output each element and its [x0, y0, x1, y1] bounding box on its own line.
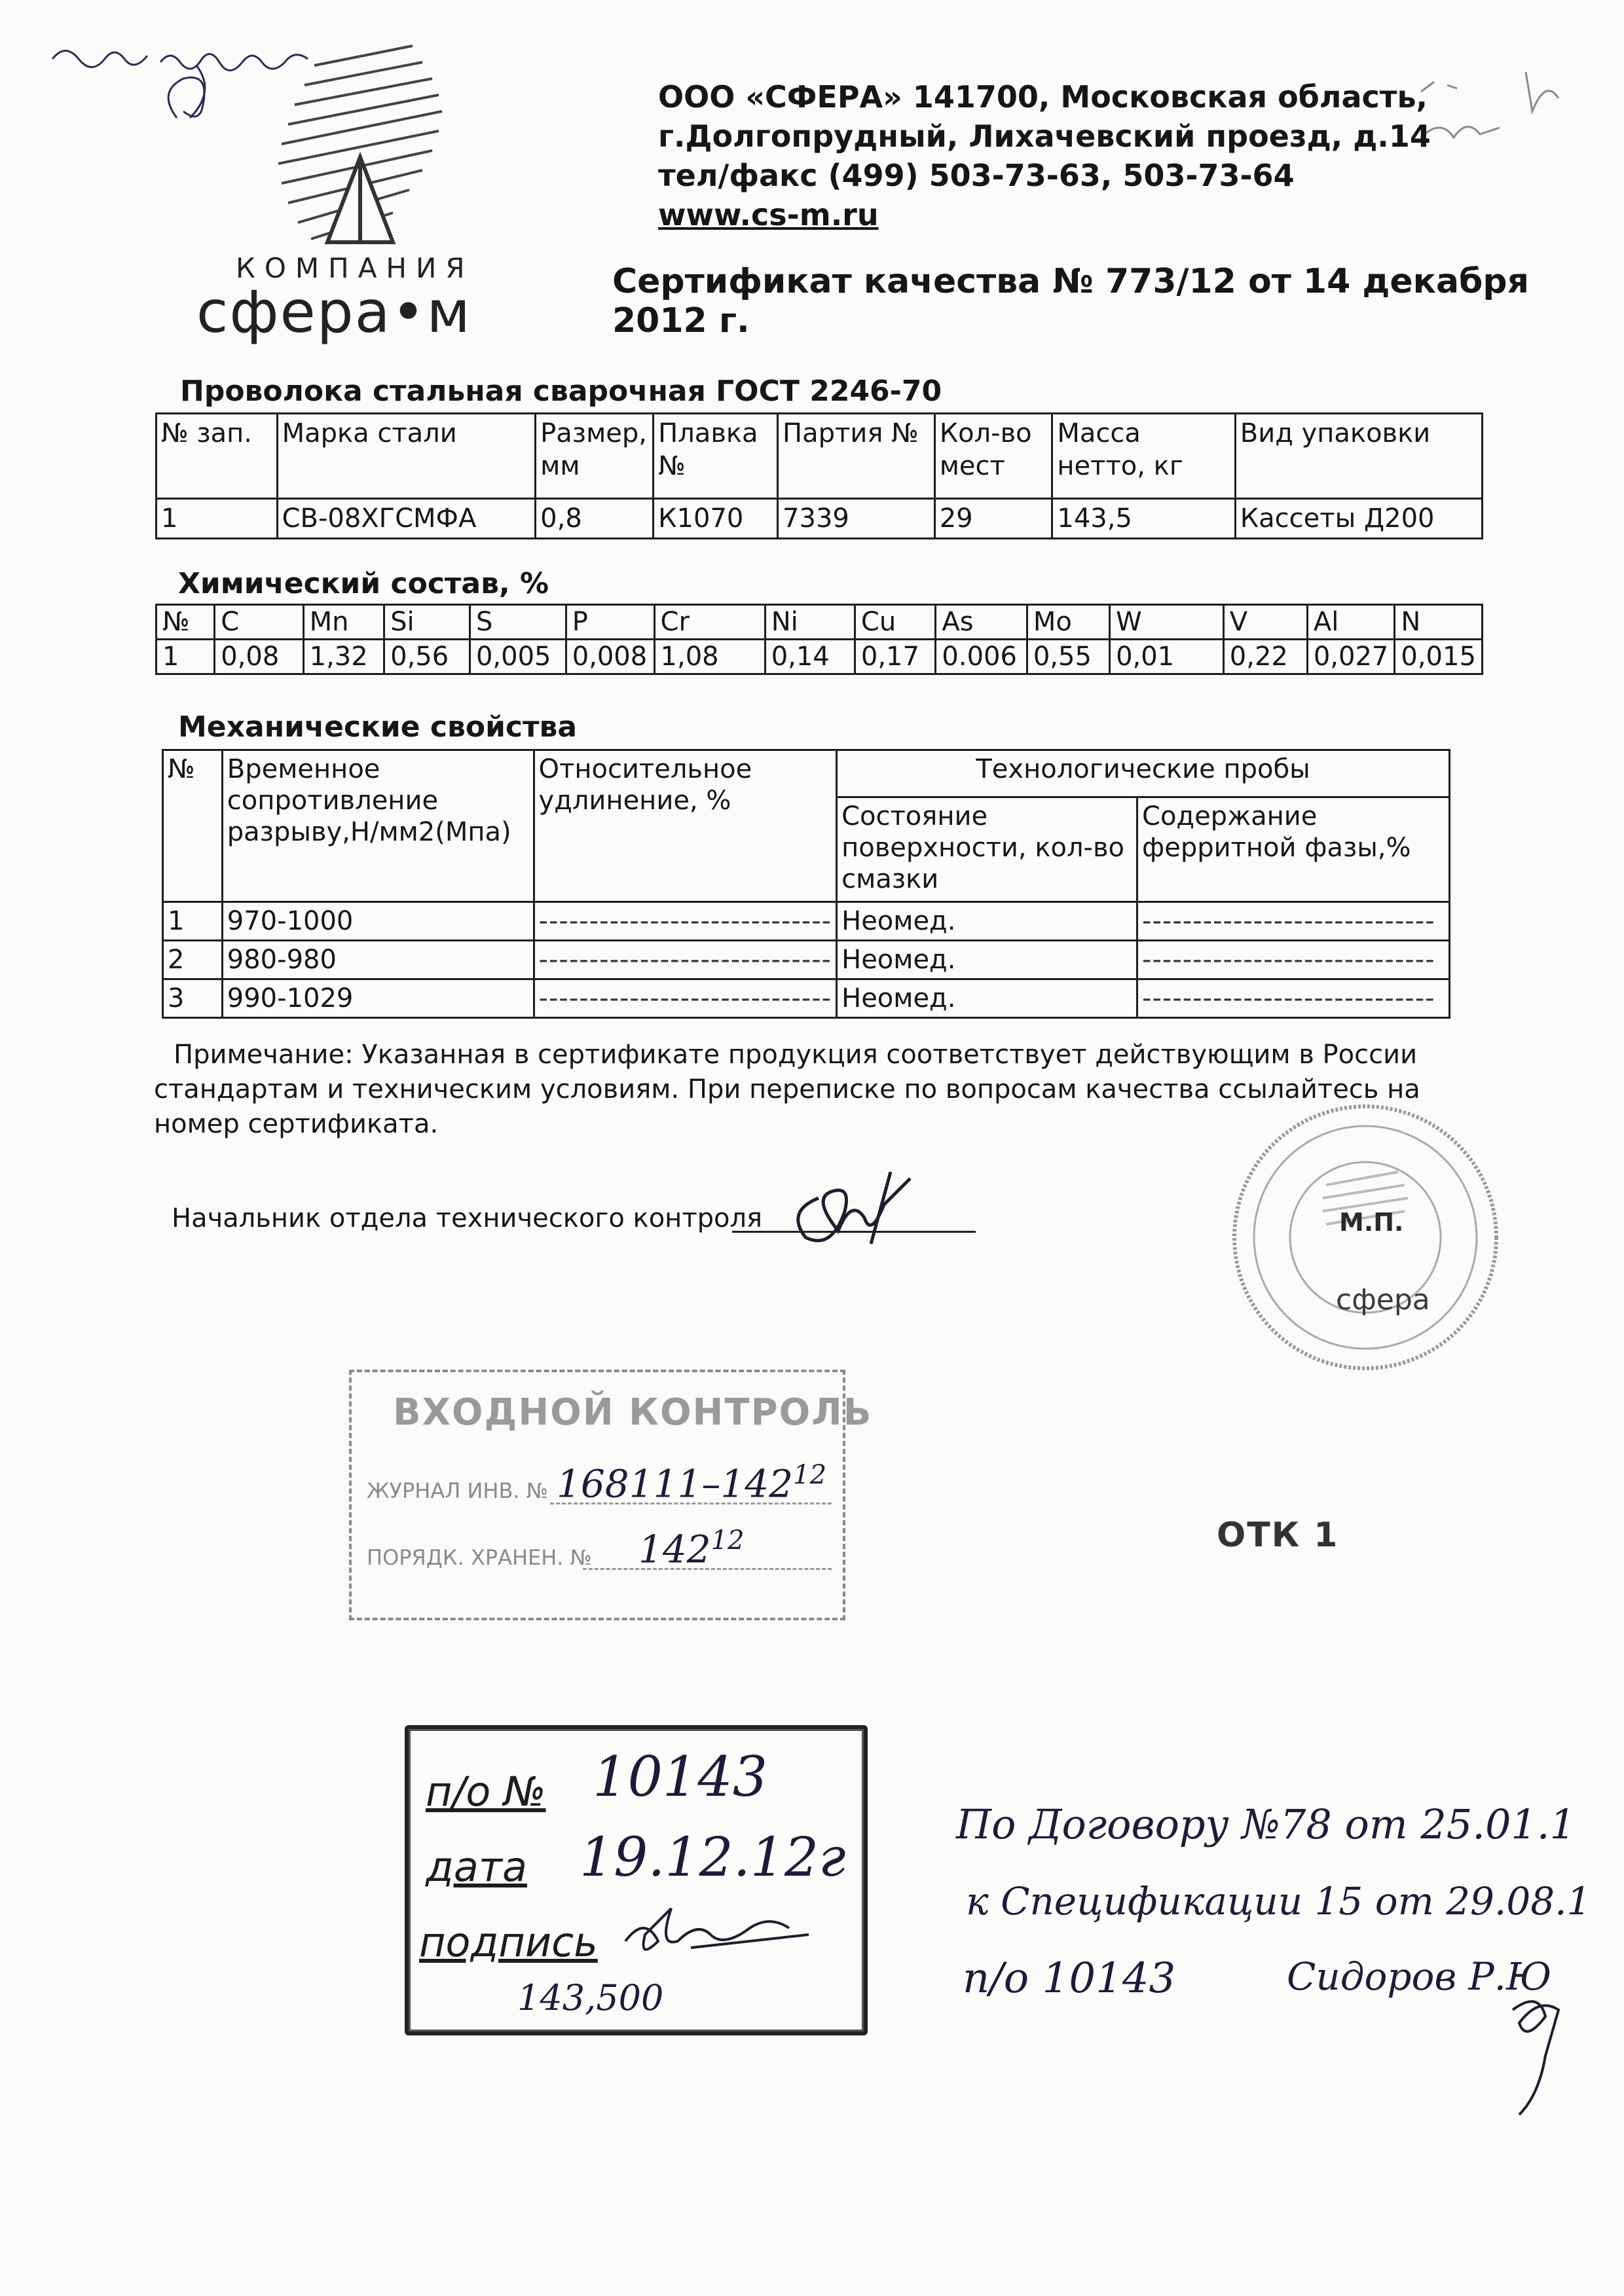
company-website-link[interactable]: www.cs-m.ru: [658, 197, 879, 232]
chemical-row: [157, 640, 1483, 674]
cell: 0.006: [936, 640, 1027, 674]
cell: 0,8: [536, 499, 654, 539]
cell: 143,5: [1052, 499, 1235, 539]
note-line: номер сертификата.: [154, 1109, 439, 1139]
cell: 0,008: [566, 640, 654, 674]
mechanical-row: [163, 941, 1450, 979]
header-cell: Плавка №: [654, 414, 778, 499]
cell: К1070: [654, 499, 778, 539]
mechanical-row: [163, 979, 1450, 1018]
company-seal-icon: [1228, 1100, 1503, 1375]
header-cell: S: [470, 605, 566, 640]
cell: 970-1000: [222, 902, 534, 941]
product-header-row: [157, 414, 1483, 499]
header-cell: P: [566, 605, 654, 640]
header-cell: №: [157, 605, 215, 640]
company-name-line: ООО «СФЕРА» 141700, Московская область,: [658, 79, 1428, 115]
cell: Неомед.: [837, 902, 1137, 941]
seal-mp-text: М.П.: [1339, 1208, 1404, 1237]
cell: 990-1029: [222, 979, 534, 1018]
receipt-signature-icon: [612, 1902, 828, 1980]
cell: 7339: [778, 499, 935, 539]
header-cell: Кол-во мест: [934, 414, 1052, 499]
chemical-table: [155, 604, 1483, 675]
storage-number: 142: [638, 1527, 711, 1572]
product-section-title: Проволока стальная сварочная ГОСТ 2246-70: [180, 374, 942, 408]
header-cell: V: [1223, 605, 1307, 640]
header-cell: Mo: [1027, 605, 1109, 640]
signature-label: Начальник отдела технического контроля: [172, 1203, 763, 1233]
cell: 980-980: [222, 941, 534, 979]
header-cell: Партия №: [778, 414, 935, 499]
cell: 0,01: [1110, 640, 1224, 674]
chemical-header-row: [157, 605, 1483, 640]
seal-brand-text: сфера: [1336, 1283, 1430, 1317]
header-cell: Вид упаковки: [1235, 414, 1482, 499]
header-cell: Марка стали: [277, 414, 536, 499]
header-cell: Mn: [303, 605, 384, 640]
certificate-title: Сертификат качества № 773/12 от 14 декабря 2012 г.: [612, 262, 1529, 340]
header-cell: № зап.: [157, 414, 278, 499]
header-cell: Технологические пробы: [837, 750, 1450, 797]
journal-label: ЖУРНАЛ ИНВ. №: [367, 1478, 549, 1503]
header-cell: Относительное удлинение, %: [534, 750, 837, 902]
sign-label: подпись: [419, 1918, 598, 1966]
cell: 0,17: [855, 640, 936, 674]
mass-value: 143,500: [517, 1977, 664, 2018]
mechanical-table: [162, 749, 1450, 1019]
note-line: Примечание: Указанная в сертификате продукция соответствует действующим в России: [174, 1040, 1418, 1070]
cell: 0,22: [1223, 640, 1307, 674]
logo-company-text: КОМПАНИЯ: [236, 252, 474, 284]
cell: Кассеты Д200: [1235, 499, 1482, 539]
cell: 2: [163, 941, 223, 979]
cell: 1: [157, 499, 278, 539]
storage-label: ПОРЯДК. ХРАНЕН. №: [367, 1545, 592, 1570]
header-cell: Si: [384, 605, 470, 640]
po-label: п/о №: [426, 1768, 546, 1815]
header-cell: Al: [1307, 605, 1395, 640]
cell: -----------------------------: [534, 941, 837, 979]
cell: 1: [163, 902, 223, 941]
incoming-control-title: ВХОДНОЙ КОНТРОЛЬ: [393, 1391, 873, 1434]
journal-number: 168111–142: [557, 1461, 794, 1506]
chemical-section-title: Химический состав, %: [178, 567, 549, 600]
company-address-line: г.Долгопрудный, Лихачевский проезд, д.14: [658, 118, 1431, 154]
cell: -----------------------------: [1137, 941, 1450, 979]
header-cell: W: [1110, 605, 1224, 640]
header-cell: N: [1395, 605, 1483, 640]
mechanical-row: [163, 902, 1450, 941]
header-cell: Ni: [765, 605, 855, 640]
mechanical-section-title: Механические свойства: [178, 710, 578, 744]
date-value: 19.12.12г: [580, 1827, 846, 1889]
cell: 0,015: [1395, 640, 1483, 674]
cell: Неомед.: [837, 941, 1137, 979]
storage-sup: 12: [710, 1525, 745, 1556]
product-row: [157, 499, 1483, 539]
storage-value: [638, 1525, 745, 1571]
cell: -----------------------------: [534, 902, 837, 941]
handwritten-contract: По Договору №78 от 25.01.1: [956, 1800, 1576, 1848]
company-info: [658, 77, 1444, 234]
po-value: 10143: [593, 1745, 768, 1809]
handwritten-signature-icon: [1493, 1971, 1591, 2121]
handwritten-name: Сидоров Р.Ю: [1287, 1954, 1552, 1999]
cell: Неомед.: [837, 979, 1137, 1018]
header-cell: №: [163, 750, 223, 902]
cell: 1: [157, 640, 215, 674]
header-cell: C: [215, 605, 303, 640]
cell: 0,14: [765, 640, 855, 674]
cell: -----------------------------: [1137, 902, 1450, 941]
note-line: стандартам и техническим условиям. При переписке по вопросам качества ссылайтесь на: [154, 1074, 1420, 1104]
header-cell: Cr: [654, 605, 765, 640]
cell: 1,32: [303, 640, 384, 674]
otk-stamp: ОТК 1: [1217, 1516, 1339, 1555]
header-cell: Состояние поверхности, кол-во смазки: [837, 797, 1137, 902]
handwritten-spec: к Спецификации 15 от 29.08.1: [966, 1879, 1591, 1923]
header-cell: Временное сопротивление разрыву,Н/мм2(Мпа): [222, 750, 534, 902]
company-phone-line: тел/факс (499) 503-73-63, 503-73-64: [658, 158, 1295, 193]
header-cell: As: [936, 605, 1027, 640]
cell: 3: [163, 979, 223, 1018]
cell: 0,005: [470, 640, 566, 674]
cell: СВ-08ХГСМФА: [277, 499, 536, 539]
cell: 0,55: [1027, 640, 1109, 674]
handwritten-po: п/о 10143: [963, 1954, 1176, 2003]
logo-brand-text: сфера•м: [196, 278, 471, 346]
cell: 0,027: [1307, 640, 1395, 674]
header-cell: Содержание ферритной фазы,%: [1137, 797, 1450, 902]
date-label: дата: [426, 1843, 527, 1891]
mechanical-header-row: [163, 750, 1450, 797]
journal-value: [557, 1460, 826, 1506]
header-cell: Размер, мм: [536, 414, 654, 499]
journal-sup: 12: [793, 1460, 827, 1490]
cell: 0,56: [384, 640, 470, 674]
product-table: [155, 412, 1483, 539]
cell: 1,08: [654, 640, 765, 674]
cell: -----------------------------: [534, 979, 837, 1018]
chief-signature-icon: [760, 1159, 956, 1257]
header-cell: Cu: [855, 605, 936, 640]
cell: -----------------------------: [1137, 979, 1450, 1018]
cell: 0,08: [215, 640, 303, 674]
header-cell: Масса нетто, кг: [1052, 414, 1235, 499]
cell: 29: [934, 499, 1052, 539]
